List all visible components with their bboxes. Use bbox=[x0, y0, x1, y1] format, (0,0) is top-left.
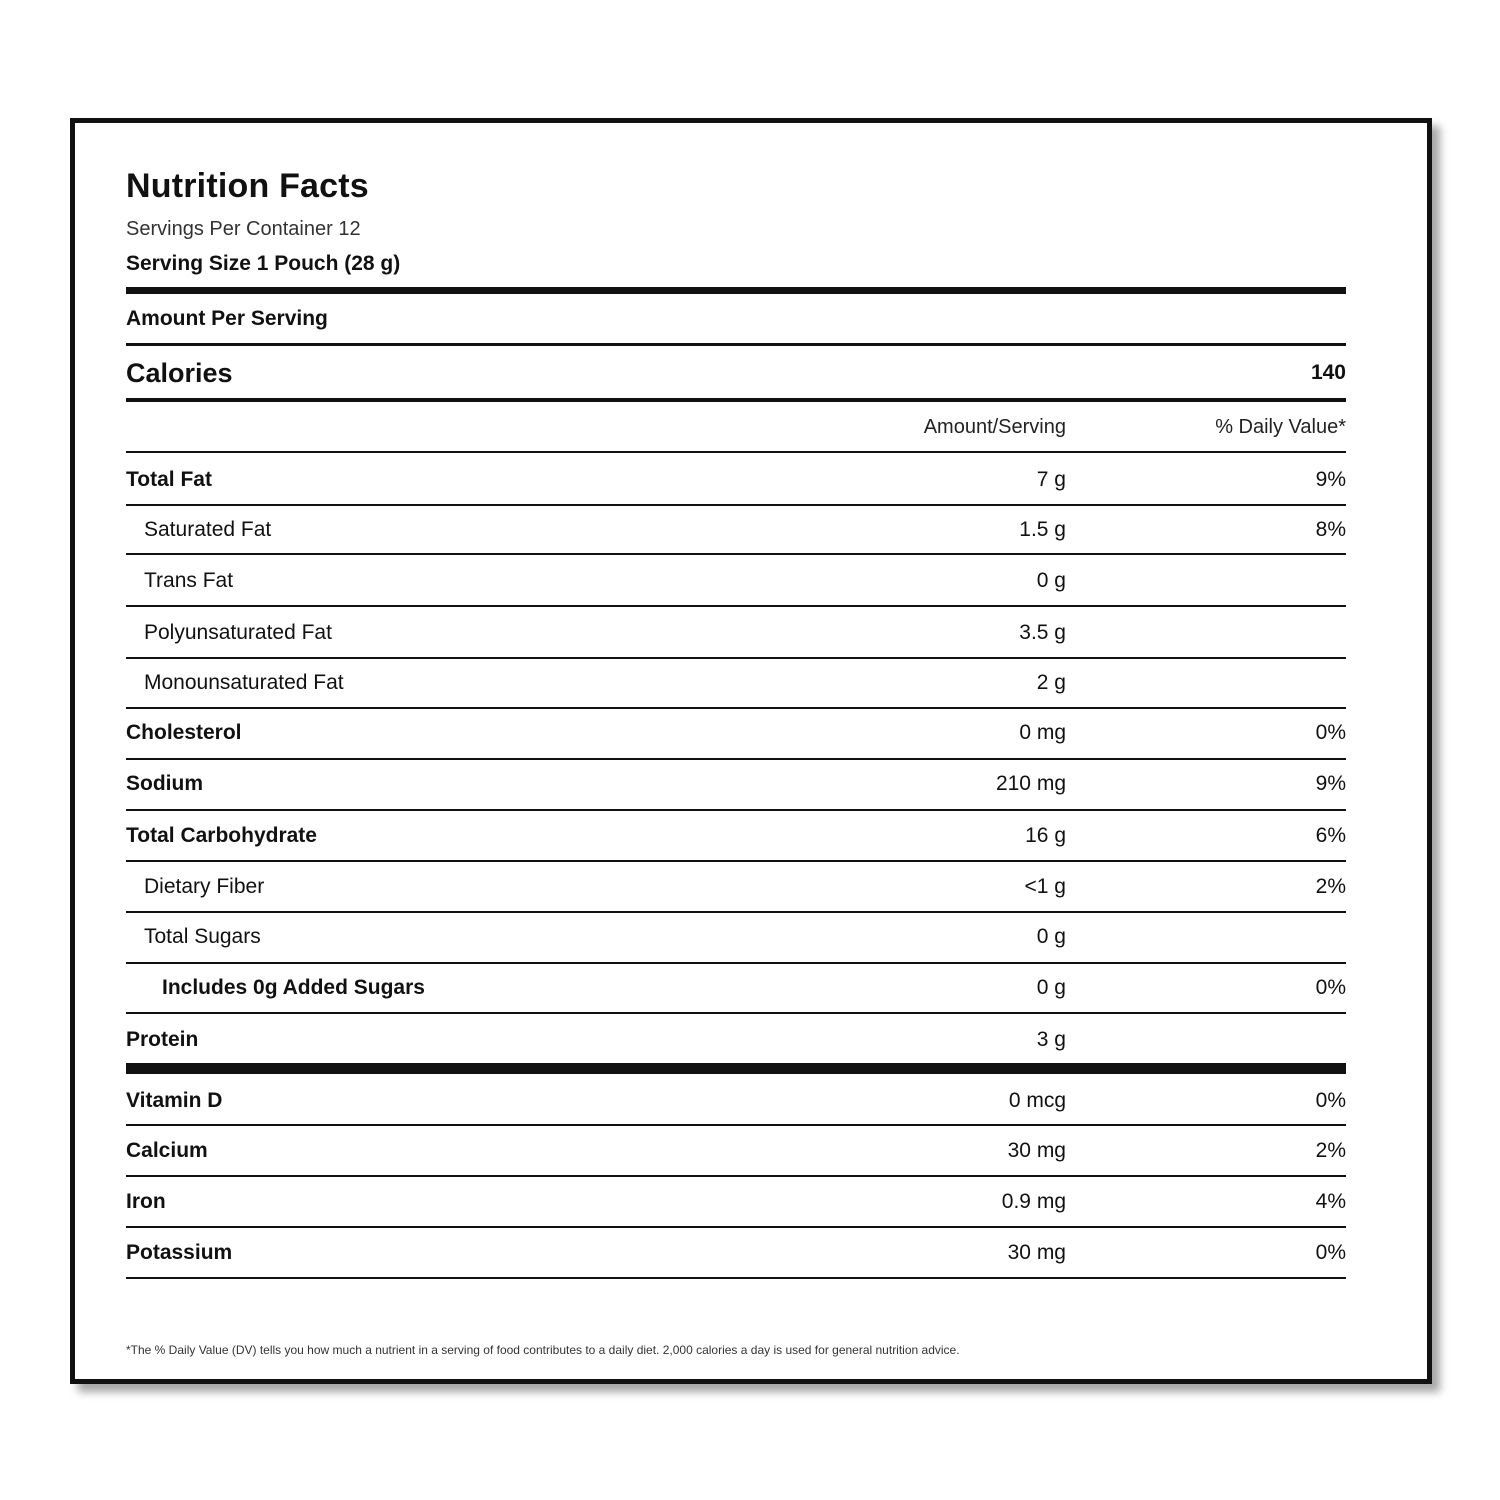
rule bbox=[126, 398, 1346, 402]
vitamin-name: Calcium bbox=[126, 1139, 208, 1162]
vitamin-daily-value: 0% bbox=[1315, 1089, 1346, 1112]
nutrient-name: Total Carbohydrate bbox=[126, 824, 317, 847]
nutrient-row bbox=[126, 504, 1346, 554]
nutrient-name: Cholesterol bbox=[126, 721, 242, 744]
thick-rule bbox=[126, 287, 1346, 294]
vitamin-daily-value: 4% bbox=[1315, 1190, 1346, 1213]
vitamin-row bbox=[126, 1227, 1346, 1277]
vitamin-row bbox=[126, 1125, 1346, 1175]
nutrient-amount: 16 g bbox=[1025, 824, 1066, 847]
vitamin-amount: 0 mcg bbox=[1008, 1089, 1066, 1112]
footnote: *The % Daily Value (DV) tells you how much a nutrient in a serving of food contributes to a daily diet. 2,000 calories a day is used for general nutrition advice. bbox=[126, 1343, 960, 1357]
vitamin-daily-value: 0% bbox=[1315, 1241, 1346, 1264]
nutrient-daily-value: 2% bbox=[1315, 875, 1346, 898]
nutrient-amount: 3.5 g bbox=[1019, 621, 1066, 644]
nutrient-amount: 7 g bbox=[1036, 468, 1066, 491]
nutrient-daily-value: 8% bbox=[1315, 518, 1346, 541]
calories-label: Calories bbox=[126, 358, 233, 388]
nutrient-row bbox=[126, 810, 1346, 860]
nutrient-name: Includes 0g Added Sugars bbox=[162, 976, 425, 999]
nutrient-amount: 0 g bbox=[1036, 569, 1066, 592]
vitamin-row bbox=[126, 1075, 1346, 1125]
amount-per-serving: Amount Per Serving bbox=[126, 307, 328, 330]
nutrient-daily-value: 9% bbox=[1315, 468, 1346, 491]
nutrient-name: Sodium bbox=[126, 772, 203, 795]
nutrient-row bbox=[126, 607, 1346, 657]
vitamin-amount: 0.9 mg bbox=[1001, 1190, 1066, 1213]
nutrient-name: Trans Fat bbox=[144, 569, 234, 592]
nutrient-daily-value: 9% bbox=[1315, 772, 1346, 795]
rule bbox=[126, 451, 1346, 453]
nutrient-name: Saturated Fat bbox=[144, 518, 272, 541]
column-header-daily-value: % Daily Value* bbox=[1215, 416, 1346, 438]
nutrient-row bbox=[126, 758, 1346, 808]
nutrient-row bbox=[126, 962, 1346, 1012]
vitamin-name: Vitamin D bbox=[126, 1089, 223, 1112]
nutrient-name: Total Fat bbox=[126, 468, 212, 491]
column-header-amount: Amount/Serving bbox=[923, 416, 1066, 438]
calories-value: 140 bbox=[1310, 361, 1346, 384]
nutrient-amount: <1 g bbox=[1024, 875, 1066, 898]
nutrient-row bbox=[126, 911, 1346, 961]
serving-size: Serving Size 1 Pouch (28 g) bbox=[126, 252, 401, 275]
nutrient-name: Dietary Fiber bbox=[144, 875, 265, 898]
nutrition-label bbox=[70, 118, 1432, 1384]
nutrient-daily-value: 0% bbox=[1315, 976, 1346, 999]
nutrient-name: Monounsaturated Fat bbox=[144, 671, 344, 694]
nutrient-row bbox=[126, 861, 1346, 911]
nutrient-daily-value: 0% bbox=[1315, 721, 1346, 744]
nutrient-amount: 2 g bbox=[1036, 671, 1066, 694]
rule bbox=[126, 1277, 1346, 1279]
nutrient-row bbox=[126, 454, 1346, 504]
nutrient-amount: 0 g bbox=[1036, 925, 1066, 948]
nutrient-amount: 3 g bbox=[1036, 1028, 1066, 1051]
rule bbox=[126, 343, 1346, 346]
nutrient-name: Polyunsaturated Fat bbox=[144, 621, 332, 644]
nutrient-name: Total Sugars bbox=[144, 925, 261, 948]
vitamin-amount: 30 mg bbox=[1007, 1241, 1066, 1264]
vitamin-amount: 30 mg bbox=[1007, 1139, 1066, 1162]
vitamin-name: Iron bbox=[126, 1190, 166, 1213]
servings-per-container: Servings Per Container 12 bbox=[126, 218, 361, 240]
nutrient-amount: 210 mg bbox=[995, 772, 1066, 795]
nutrient-row bbox=[126, 1014, 1346, 1064]
label-title: Nutrition Facts bbox=[126, 167, 369, 205]
nutrient-row bbox=[126, 707, 1346, 757]
nutrient-amount: 0 mg bbox=[1019, 721, 1066, 744]
vitamin-name: Potassium bbox=[126, 1241, 233, 1264]
nutrient-amount: 1.5 g bbox=[1019, 518, 1066, 541]
vitamin-row bbox=[126, 1176, 1346, 1226]
vitamin-daily-value: 2% bbox=[1315, 1139, 1346, 1162]
nutrient-row bbox=[126, 555, 1346, 605]
nutrient-daily-value: 6% bbox=[1315, 824, 1346, 847]
nutrient-row bbox=[126, 657, 1346, 707]
nutrient-amount: 0 g bbox=[1036, 976, 1066, 999]
nutrient-name: Protein bbox=[126, 1028, 199, 1051]
thick-rule bbox=[126, 1063, 1346, 1074]
